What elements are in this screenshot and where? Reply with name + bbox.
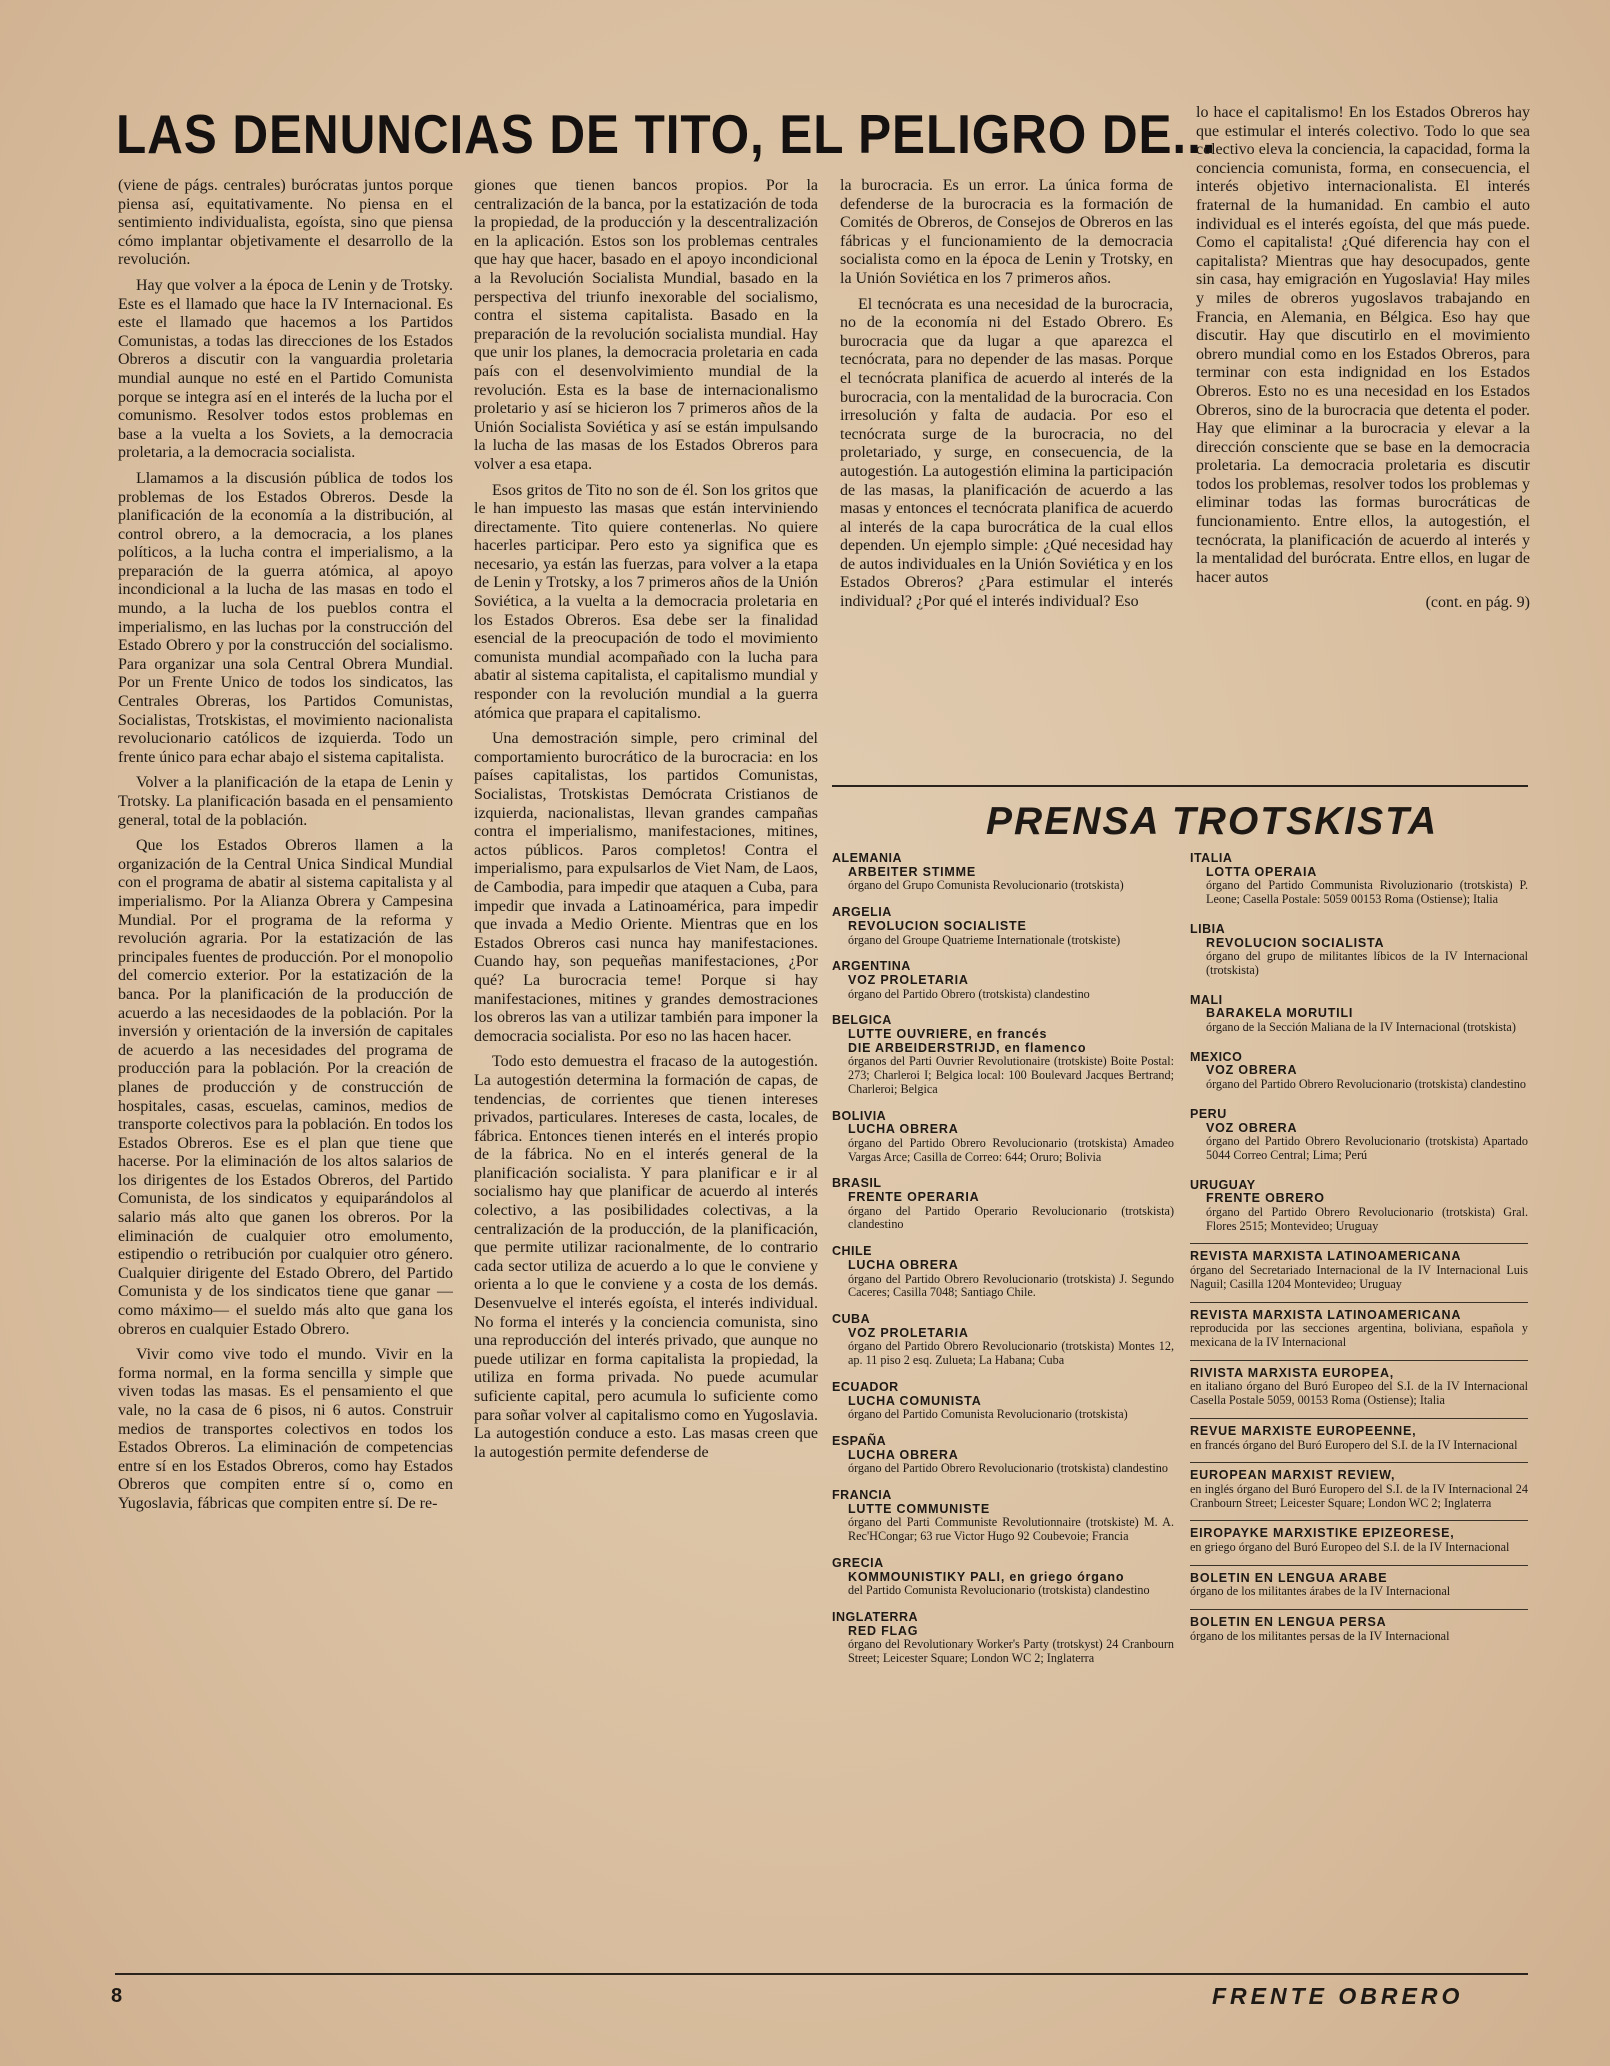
continued-note: (cont. en pág. 9): [1425, 594, 1530, 612]
article-paragraph: Vivir como vive todo el mundo. Vivir en la forma normal, en la forma sencilla y simple que viven todas las masas. Es el pensamiento el que vale, no la casa de 6 pisos, ni 6 autos. Construir medios de transportes colectivos en todos los Estados Obreros. La eliminación de competencias entre sí en los Estados Obreros, como hay Estados Obreros que compiten entre sí o, como en Yugoslavia, fábricas que compiten entre sí. De re-: [118, 1346, 453, 1512]
press-publication-name: VOZ OBRERA: [1206, 1063, 1298, 1078]
press-entry: [1190, 1462, 1528, 1510]
press-country: MALI: [1190, 992, 1223, 1007]
press-publication-name: EIROPAYKE MARXISTIKE EPIZEORESE,: [1190, 1526, 1455, 1541]
press-publication-detail: órgano del Partido Obrero Revolucionario (trotskista) clandestino: [848, 1461, 1168, 1476]
press-country: ITALIA: [1190, 852, 1233, 865]
press-publication-detail: órgano del Partido Obrero (trotskista) clandestino: [848, 986, 1090, 1001]
press-country: BELGICA: [832, 1013, 892, 1028]
article-paragraph: Todo esto demuestra el fracaso de la autogestión. La autogestión determina la formación de capas, de tendencias, de corrientes que tienen intereses privados, particulares. Intereses de casta, locales, de fábrica. Entonces tienen interés en el interés propio de la fábrica. No en el interés general de la planificación socialista. Y para planificar e ir al socialismo hay que planificar de acuerdo al interés colectivo, a las posibilidades colectivas, a la centralización de la producción, de la planificación, que permite utilizar racionalmente, de lo contrario cada sector utiliza de acuerdo a lo que le conviene y orienta a lo que le conviene y a costa de los demás. Desenvuelve el interés egoísta, el interés individual. No forma el interés y la conciencia comunista, sino una reproducción del interés privado, que aunque no puede utilizar en forma capitalista la propiedad, la utiliza en forma privada. No puede acumular suficiente capital, pero acumula lo suficiente como para soñar volver al capitalismo como en Yugoslavia. La autogestión conduce a esto. Las masas creen que la autogestión permite defenderse de: [474, 1053, 818, 1461]
article-paragraph: Que los Estados Obreros llamen a la organización de la Central Unica Sindical Mundial con el programa de abatir al sistema capitalista y al imperialismo. Por la Alianza Obrera y Campesina Mundial. Por el programa de la reforma y revolución agraria. Por la estatización de las principales fuentes de producción. Por el monopolio del comercio exterior. Por la estatización de la banca. Por la planificación de la producción de acuerdo a las necesidaodes de la población. Por la inversión y orientación de la inversión de capitales de acuerdo a las necesidades del programa de producción para la población. Por la creación de planes de producción y de construcción de hospitales, casas, escuelas, caminos, medios de transporte colectivos para la población. En todos los Estados Obreros. Ese es el plan que tiene que hacerse. Por la eliminación de los altos salarios de los dirigentes de los Estados Obreros, del Partido Comunista, de los sindicatos y equiparándolos al salario más alto que ganen los obreros. Por la eliminación de cualquier otro emolumento, estipendio o retribución por cualquier otro género. Cualquier dirigente del Estado Obrero, del Partido Comunista y de los sindicatos tiene que ganar —como máximo— el sueldo más alto que gana los obreros en cualquier Estado Obrero.: [118, 837, 453, 1338]
press-publication-detail: órgano del Grupo Comunista Revolucionario (trotskista): [848, 878, 1124, 893]
press-country: ARGENTINA: [832, 959, 911, 974]
press-publication-detail: en francés órgano del Buró Europero del S.I. de la IV Internacional: [1190, 1437, 1518, 1452]
press-entry: [1190, 1418, 1528, 1452]
press-country: CHILE: [832, 1244, 872, 1259]
press-entry: [832, 1177, 1174, 1232]
press-entry: [1190, 1173, 1528, 1234]
press-publication-name: LUTTE OUVRIERE, en francés: [848, 1027, 1048, 1042]
press-publication-detail: en griego órgano del Buró Europeo del S.I. de la IV Internacional: [1190, 1540, 1510, 1555]
section-divider: [832, 785, 1528, 787]
press-publication-detail: órgano del Partido Obrero Revolucionario (trotskista) Gral. Flores 2515; Montevideo; Uruguay: [1206, 1205, 1528, 1233]
press-entry: [832, 1245, 1174, 1300]
press-entry: [832, 1313, 1174, 1368]
press-publication-name: VOZ PROLETARIA: [848, 972, 969, 987]
press-entry: [832, 1489, 1174, 1544]
press-country: INGLATERRA: [832, 1609, 919, 1624]
press-publication-detail: órgano del Partido Obrero Revolucionario (trotskista) J. Segundo Caceres; Casilla 7048; Santiago Chile.: [848, 1271, 1174, 1300]
press-publication-detail: órgano del Groupe Quatrieme Internationale (trotskiste): [848, 932, 1121, 947]
press-entry: [832, 960, 1174, 1001]
press-entry: [832, 1557, 1174, 1598]
press-publication-name: LUCHA COMUNISTA: [848, 1393, 982, 1408]
press-publication-detail: órgano de los militantes árabes de la IV Internacional: [1190, 1584, 1451, 1599]
press-entry: [832, 1435, 1174, 1476]
press-publication-name: FRENTE OBRERO: [1206, 1191, 1325, 1206]
press-publication-name: DIE ARBEIDERSTRIJD, en flamenco: [848, 1040, 1087, 1055]
press-entry: [832, 1014, 1174, 1096]
press-entry: [832, 852, 1174, 893]
press-entry: [1190, 1520, 1528, 1554]
press-publication-name: LOTTA OPERAIA: [1206, 864, 1318, 879]
article-paragraph: Volver a la planificación de la etapa de Lenin y Trotsky. La planificación basada en el pensamiento general, total de la población.: [118, 774, 453, 829]
press-publication-detail: órgano del Partido Communista Rivoluzionario (trotskista) P. Leone; Casella Postale: 5059 00153 Roma (Ostiense); Italia: [1206, 878, 1528, 907]
press-entry: [832, 1381, 1174, 1422]
press-publication-detail: órgano de los militantes persas de la IV Internacional: [1190, 1628, 1450, 1643]
press-publication-name: REVOLUCION SOCIALISTA: [1206, 935, 1385, 950]
press-country: ARGELIA: [832, 905, 892, 920]
press-publication-name: BOLETIN EN LENGUA PERSA: [1190, 1615, 1387, 1630]
press-publication-detail: órgano del Secretariado Internacional de la IV Internacional Luis Naguil; Casilla 1204 Montevideo; Uruguay: [1190, 1263, 1528, 1291]
article-paragraph: El tecnócrata es una necesidad de la burocracia, no de la economía ni del Estado Obrero. Es burocracia que da lugar a que aparezca el tecnócrata, para no depender de las masas. Porque el tecnócrata planifica de acuerdo al interés de la burocracia, con la mentalidad de la burocracia. Con irresolución y falta de audacia. Por eso el tecnócrata surge de la burocracia, no del proletariado, y surge, en consecuencia, de la autogestión. La autogestión elimina la participación de las masas, la planificación de acuerdo a las masas y entonces el tecnócrata planifica de acuerdo al interés de la capa burocrática de la cual ellos dependen. Un ejemplo simple: ¿Qué necesidad hay de autos individuales en la Unión Soviética y en los Estados Obreros? ¿Para estimular el interés individual? ¿Por qué el interés individual? Eso: [840, 295, 1173, 611]
article-paragraph: la burocracia. Es un error. La única forma de defenderse de la burocracia es la formación de Comités de Obreros, de Consejos de Obreros en las fábricas y el funcionamiento de la democracia socialista como en la época de Lenin y Trotsky, en la Unión Soviética en los 7 primeros años.: [840, 177, 1173, 287]
press-publication-name: REVISTA MARXISTA LATINOAMERICANA: [1190, 1249, 1462, 1264]
press-publication-detail: órgano del Partido Obrero Revolucionario (trotskista) Montes 12, ap. 11 piso 2 esq. Zulueta; La Habana; Cuba: [848, 1339, 1174, 1368]
press-publication-name: EUROPEAN MARXIST REVIEW,: [1190, 1468, 1396, 1483]
press-country: ESPAÑA: [832, 1433, 887, 1448]
press-publication-detail: órgano del Revolutionary Worker's Party (trotskyst) 24 Cranbourn Street; Leicester Square; London WC 2; Inglaterra: [848, 1637, 1174, 1666]
press-publication-name: BOLETIN EN LENGUA ARABE: [1190, 1570, 1388, 1585]
article-paragraph: Una demostración simple, pero criminal del comportamiento burocrático de la burocracia: en los países capitalistas, los partidos Comunistas, Socialistas, Trotskistas Demócrata Cristianos de izquierda, nacionalistas, llevan grandes campañas contra el imperialismo, manifestaciones, mitines, actos públicos. Paros completos! Contra el imperialismo, para expulsarlos de Viet Nam, de Laos, de Cambodia, para impedir que ataquen a Cuba, para impedir que invada a Latinoamérica, para impedir que invada a Medio Oriente. Mientras que en los Estados Obreros casi nunca hay manifestaciones. Cuando hay, son pequeñas manifestaciones, ¿Por qué? La burocracia teme! Porque si hay manifestaciones, mitines y grandes demostraciones los obreros las van a utilizar también para imponer la democracia socialista. Por eso no las hacen hacer.: [474, 730, 818, 1045]
press-entry: [1190, 1045, 1528, 1092]
press-publication-detail: órgano del Partido Obrero Revolucionario (trotskista) clandestino: [1206, 1077, 1526, 1092]
press-publication-detail: órgano del Partido Comunista Revolucionario (trotskista): [848, 1407, 1128, 1422]
press-publication-name: VOZ OBRERA: [1206, 1120, 1298, 1135]
press-publication-detail: órgano del Partido Obrero Revolucionario (trotskista) Apartado 5044 Correo Central; Lima; Perú: [1206, 1134, 1528, 1162]
press-publication-name: BARAKELA MORUTILI: [1206, 1006, 1354, 1021]
press-entry: [1190, 1302, 1528, 1350]
press-entry: [832, 1611, 1174, 1666]
press-publication-detail: órgano del grupo de militantes líbicos de la IV Internacional (trotskista): [1206, 949, 1528, 977]
press-entry: [1190, 1609, 1528, 1643]
press-country: ALEMANIA: [832, 852, 902, 865]
article-paragraph: (viene de págs. centrales) burócratas juntos porque piensa así, equitativamente. No piensa en el sentimiento individualista, egoísta, sino que piensa cómo implantar objetivamente el desarrollo de la revolución.: [118, 177, 453, 269]
press-entry: [832, 906, 1174, 947]
article-paragraph: giones que tienen bancos propios. Por la centralización de la banca, por la estatización de toda la propiedad, de la producción y la descentralización en la aplicación. Estos son los problemas centrales que hay que hacer, basado en el apoyo incondicional a la Revolución Socialista Mundial, basado en la perspectiva del triunfo inexorable del socialismo, contra el sistema capitalista. Basado en la preparación de la revolución socialista mundial. Hay que unir los planes, la democracia proletaria en cada país con el desenvolvimiento mundial de la revolución. Esta es la base de internacionalismo proletario y así se hicieron los 7 primeros años de la Unión Socialista Soviética y así se están impulsando la lucha de las masas de los Estados Obreros para volver a esa etapa.: [474, 177, 818, 473]
press-publication-name: LUCHA OBRERA: [848, 1122, 959, 1137]
press-publication-name: FRENTE OPERARIA: [848, 1190, 980, 1205]
press-entry: [1190, 917, 1528, 978]
press-publication-detail: órganos del Parti Ouvrier Revolutionaire (trotskiste) Boite Postal: 273; Charleroi I; Belgica local: 100 Boulevard Jacques Bertrand; Charleroi; Belgica: [848, 1054, 1174, 1096]
press-publication-name: VOZ PROLETARIA: [848, 1325, 969, 1340]
article-paragraph: Hay que volver a la época de Lenin y de Trotsky. Este es el llamado que hace la IV Internacional. Es este el llamado que hacemos a los Partidos Comunistas, a todas las direcciones de los Estados Obreros a discutir con la vanguardia proletaria mundial aunque no esté en el Partido Comunista porque se integra así en el interés de la lucha por el comunismo. Resolver todos estos problemas en base a la vuelta a los Soviets, a la democracia proletaria, a la democracia socialista.: [118, 276, 453, 462]
press-publication-name: RIVISTA MARXISTA EUROPEA,: [1190, 1365, 1395, 1380]
press-publication-name: REVOLUCION SOCIALISTE: [848, 918, 1027, 933]
press-publication-detail: en italiano órgano del Buró Europeo del S.I. de la IV Internacional Casella Postale 5059, 00153 Roma (Ostiense); Italia: [1190, 1379, 1528, 1408]
press-country: PERU: [1190, 1106, 1227, 1121]
press-country: URUGUAY: [1190, 1177, 1256, 1192]
press-entry: [1190, 1565, 1528, 1599]
press-publication-name: RED FLAG: [848, 1623, 919, 1638]
article-column-1: [118, 177, 453, 1957]
press-entry: [1190, 1102, 1528, 1163]
press-publication-detail: órgano del Parti Communiste Revolutionnaire (trotskiste) M. A. Rec'HCongar; 63 rue Victor Hugo 92 Coubevoie; Francia: [848, 1515, 1174, 1544]
press-publication-detail: órgano del Partido Operario Revolucionario (trotskista) clandestino: [848, 1203, 1174, 1232]
press-publication-name: REVUE MARXISTE EUROPEENNE,: [1190, 1423, 1417, 1438]
press-entry: [832, 1110, 1174, 1165]
footer-brand: FRENTE OBRERO: [1212, 1983, 1464, 2009]
prensa-section-title: PRENSA TROTSKISTA: [986, 800, 1439, 843]
article-paragraph: Esos gritos de Tito no son de él. Son los gritos que le han impuesto las masas que están interviniendo directamente. Tito quiere contenerlas. No quiere hacerles participar. Pero esto ya significa que es necesario, ya están las fuerzas, para volver a la etapa de Lenin y Trotsky, a los 7 primeros años de la Unión Soviética, a la vuelta a la democracia proletaria en los Estados Obreros. Esa debe ser la finalidad esencial de la preocupación de todo el movimiento comunista mundial acompañado con la lucha para abatir al sistema capitalista, el capitalismo mundial y responder con la revolución mundial a la guerra atómica que prapara el capitalismo.: [474, 481, 818, 722]
press-publication-name: KOMMOUNISTIKY PALI, en griego órgano: [848, 1569, 1125, 1584]
press-country: ECUADOR: [832, 1379, 899, 1394]
press-country: MEXICO: [1190, 1049, 1243, 1064]
press-publication-name: REVISTA MARXISTA LATINOAMERICANA: [1190, 1307, 1462, 1322]
press-publication-detail: reproducida por las secciones argentina, boliviana, española y mexicana de la IV Internacional: [1190, 1321, 1528, 1349]
page-number: 8: [111, 1985, 123, 2007]
press-entry: [1190, 988, 1528, 1035]
article-column-2: [474, 177, 818, 1957]
press-entry: [1190, 852, 1528, 907]
press-entry: [1190, 1360, 1528, 1408]
press-country: BOLIVIA: [832, 1108, 887, 1123]
press-country: CUBA: [832, 1311, 871, 1326]
press-country: GRECIA: [832, 1555, 884, 1570]
press-directory-left: [832, 852, 1174, 1952]
press-publication-name: ARBEITER STIMME: [848, 864, 976, 879]
press-publication-name: LUCHA OBRERA: [848, 1447, 959, 1462]
press-publication-detail: órgano de la Sección Maliana de la IV Internacional (trotskista): [1206, 1020, 1516, 1035]
article-paragraph: lo hace el capitalismo! En los Estados Obreros hay que estimular el interés colectivo. Todo lo que sea colectivo eleva la conciencia, la capacidad, forma la conciencia comunista, forma, en consecuencia, el interés objetivo internacionalista. El interés fraternal de la humanidad. En cambio el auto individual es el interés egoísta, del que más puede. Como el capitalista! ¿Qué diferencia hay con el capitalista? Mientras que hay desocupados, gente sin casa, hay emigración en Yugoslavia! Hay miles y miles de obreros yugoslavos trabajando en Francia, en Alemania, en Bélgica. Eso hay que discutir. Hay que discutirlo en el movimiento obrero mundial como en los Estados Obreros, para terminar con esta indignidad en los Estados Obreros. Esto no es una necesidad en los Estados Obreros, sino de la burocracia que detenta el poder. Hay que eliminar a la burocracia y elevar a la dirección consciente que se base en la democracia proletaria. La democracia proletaria es discutir todos los problemas, resolver todos los problemas y eliminar todas las formas burocráticas de funcionamiento. Entre ellos, la autogestión, el tecnócrata, la planificación de acuerdo al interés y la mentalidad del burócrata. Entre ellos, en lugar de hacer autos: [1196, 104, 1530, 586]
press-directory-right: [1190, 852, 1528, 1952]
press-country: BRASIL: [832, 1176, 882, 1191]
press-entry: [1190, 1243, 1528, 1291]
footer-rule: [115, 1973, 1528, 1975]
press-publication-detail: en inglés órgano del Buró Europero del S.I. de la IV Internacional 24 Cranbourn Street; Leicester Square; London WC 2; Inglaterra: [1190, 1481, 1528, 1510]
article-column-4: [1196, 104, 1530, 769]
press-publication-name: LUTTE COMMUNISTE: [848, 1501, 990, 1516]
press-publication-detail: del Partido Comunista Revolucionario (trotskista) clandestino: [848, 1583, 1150, 1598]
press-country: FRANCIA: [832, 1488, 892, 1503]
press-publication-name: LUCHA OBRERA: [848, 1257, 959, 1272]
press-country: LIBIA: [1190, 921, 1226, 936]
press-publication-detail: órgano del Partido Obrero Revolucionario (trotskista) Amadeo Vargas Arce; Casilla de Correo: 644; Oruro; Bolivia: [848, 1135, 1174, 1164]
article-paragraph: Llamamos a la discusión pública de todos los problemas de los Estados Obreros. Desde la planificación de la economía a la distribución, al control obrero, a la democracia, a los planes políticos, a la lucha contra el imperialismo, a la preparación de la guerra atómica, al apoyo incondicional a la lucha de las masas en todo el mundo, a la lucha de los pueblos contra el imperialismo, en las luchas por la construcción del Estado Obrero y por la construcción del socialismo. Para organizar una sola Central Obrera Mundial. Por un Frente Unico de todos los sindicatos, las Centrales Obreras, los Partidos Comunistas, Socialistas, Trotskistas, el movimiento nacionalista revolucionario católicos de izquierda. Todo un frente único para echar abajo el sistema capitalista.: [118, 469, 453, 766]
page-headline: LAS DENUNCIAS DE TITO, EL PELIGRO DE...: [116, 103, 1217, 165]
article-column-3: [840, 177, 1173, 757]
